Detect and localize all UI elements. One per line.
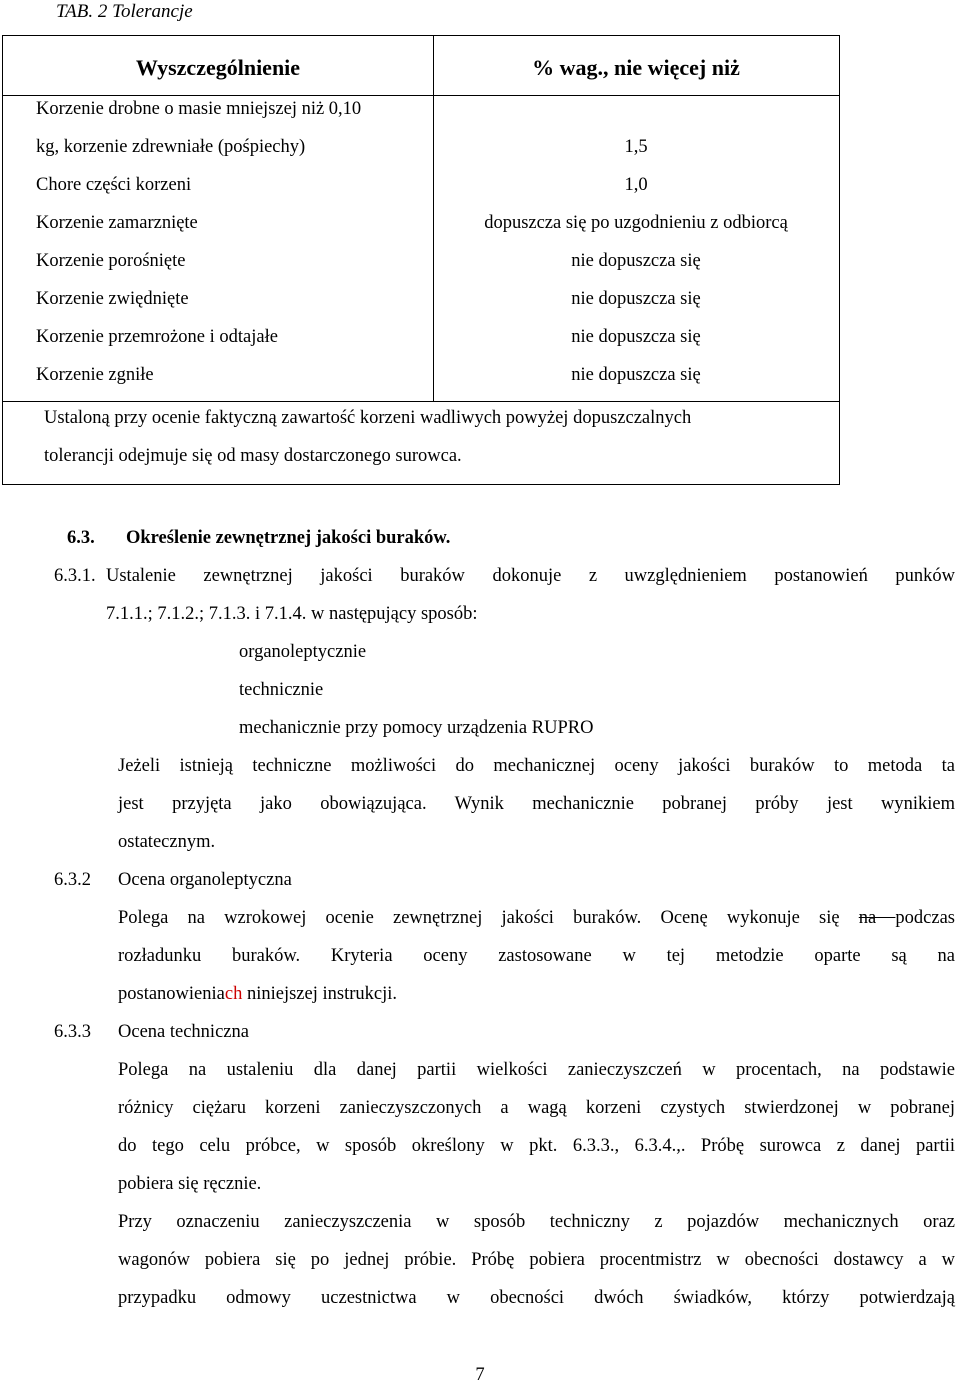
tolerance-table	[2, 35, 840, 485]
word: punków	[895, 566, 955, 586]
table-row-label: Korzenie porośnięte	[36, 251, 186, 271]
section-number: 6.3.2	[54, 870, 91, 890]
page-number: 7	[475, 1365, 485, 1385]
word: zewnętrznej	[203, 566, 293, 586]
table-header-percent: % wag., nie więcej niż	[532, 55, 740, 80]
table-row-label: Korzenie zgniłe	[36, 365, 154, 385]
table-row-label: Chore części korzeni	[36, 175, 192, 195]
word: postanowień	[774, 566, 868, 586]
section-text-line: pobiera się ręcznie.	[118, 1174, 262, 1194]
word: jakości	[320, 566, 373, 586]
section-text-line	[118, 981, 397, 1007]
section-text-line: różnicy ciężaru korzeni zanieczyszczonych a wagą korzeni czystych stwierdzonej w pobranej	[118, 1098, 955, 1118]
table-note-divider	[3, 401, 839, 402]
struck-text: na	[858, 908, 896, 928]
red-text: ch	[224, 984, 243, 1004]
table-row-label: Korzenie przemrożone i odtajałe	[36, 327, 278, 347]
table-row-value: nie dopuszcza się	[571, 251, 701, 271]
section-title: Ocena organoleptyczna	[118, 870, 292, 890]
table-note-line: tolerancji odejmuje się od masy dostarczonego surowca.	[44, 446, 462, 466]
section-text-line: przypadku odmowy uczestnictwa w obecności dwóch świadków, którzy potwierdzają	[118, 1288, 955, 1308]
section-text-line: jest przyjęta jako obowiązująca. Wynik mechanicznie pobranej próby jest wynikiem	[118, 794, 955, 814]
section-number: 6.3.3	[54, 1022, 91, 1042]
table-row-label: kg, korzenie zdrewniałe (pośpiechy)	[36, 137, 306, 157]
section-text-line: wagonów pobiera się po jednej próbie. Próbę pobiera procentmistrz w obecności dostawcy a w	[118, 1250, 955, 1270]
table-row-label: Korzenie drobne o masie mniejszej niż 0,10	[36, 99, 362, 119]
table-row-value: 1,0	[624, 175, 648, 195]
section-title: Określenie zewnętrznej jakości buraków.	[126, 528, 451, 548]
word: uwzględnieniem	[624, 566, 747, 586]
section-text-line: Przy oznaczeniu zanieczyszczenia w sposób techniczny z pojazdów mechanicznych oraz	[118, 1212, 955, 1232]
word: buraków	[400, 566, 465, 586]
section-number: 6.3.	[67, 528, 95, 548]
text-segment: postanowienia	[118, 984, 225, 1004]
section-text-line: rozładunku buraków. Kryteria oceny zastosowane w tej metodzie oparte są na	[118, 946, 955, 966]
section-text-line: Jeżeli istnieją techniczne możliwości do mechanicznej oceny jakości buraków to metoda ta	[118, 756, 955, 776]
section-text-line: 7.1.1.; 7.1.2.; 7.1.3. i 7.1.4. w następujący sposób:	[106, 604, 478, 624]
section-number: 6.3.1.	[54, 566, 96, 586]
table-header-specification: Wyszczególnienie	[135, 55, 301, 80]
table-row-label: Korzenie zamarznięte	[36, 213, 198, 233]
table-row-value: dopuszcza się po uzgodnieniu z odbiorcą	[484, 213, 788, 233]
text-segment: podczas	[895, 908, 956, 928]
table-note-line: Ustaloną przy ocenie faktyczną zawartość korzeni wadliwych powyżej dopuszczalnych	[44, 408, 692, 428]
text-segment: Polega na wzrokowej ocenie zewnętrznej jakości buraków. Ocenę wykonuje się	[118, 908, 859, 928]
section-text-line	[118, 905, 955, 931]
word: dokonuje	[492, 566, 562, 586]
section-text-line: Polega na ustaleniu dla danej partii wielkości zanieczyszczeń w procentach, na podstawie	[118, 1060, 955, 1080]
text-segment: niniejszej instrukcji.	[242, 984, 397, 1004]
table-caption: TAB. 2 Tolerancje	[56, 1, 193, 22]
word: Ustalenie	[106, 566, 176, 586]
table-row-label: Korzenie zwiędnięte	[36, 289, 189, 309]
table-row-value: 1,5	[624, 137, 648, 157]
method-item: technicznie	[239, 680, 324, 700]
table-row-value: nie dopuszcza się	[571, 289, 701, 309]
method-item: organoleptycznie	[239, 642, 367, 662]
section-text-line	[106, 563, 955, 589]
table-row-value: nie dopuszcza się	[571, 365, 701, 385]
word: z	[588, 566, 598, 586]
method-item: mechanicznie przy pomocy urządzenia RUPRO	[239, 718, 594, 738]
section-text-line: do tego celu próbce, w sposób określony w pkt. 6.3.3., 6.3.4.,. Próbę surowca z danej partii	[118, 1136, 955, 1156]
table-row-value: nie dopuszcza się	[571, 327, 701, 347]
section-title: Ocena techniczna	[118, 1022, 249, 1042]
section-text-line: ostatecznym.	[118, 832, 216, 852]
